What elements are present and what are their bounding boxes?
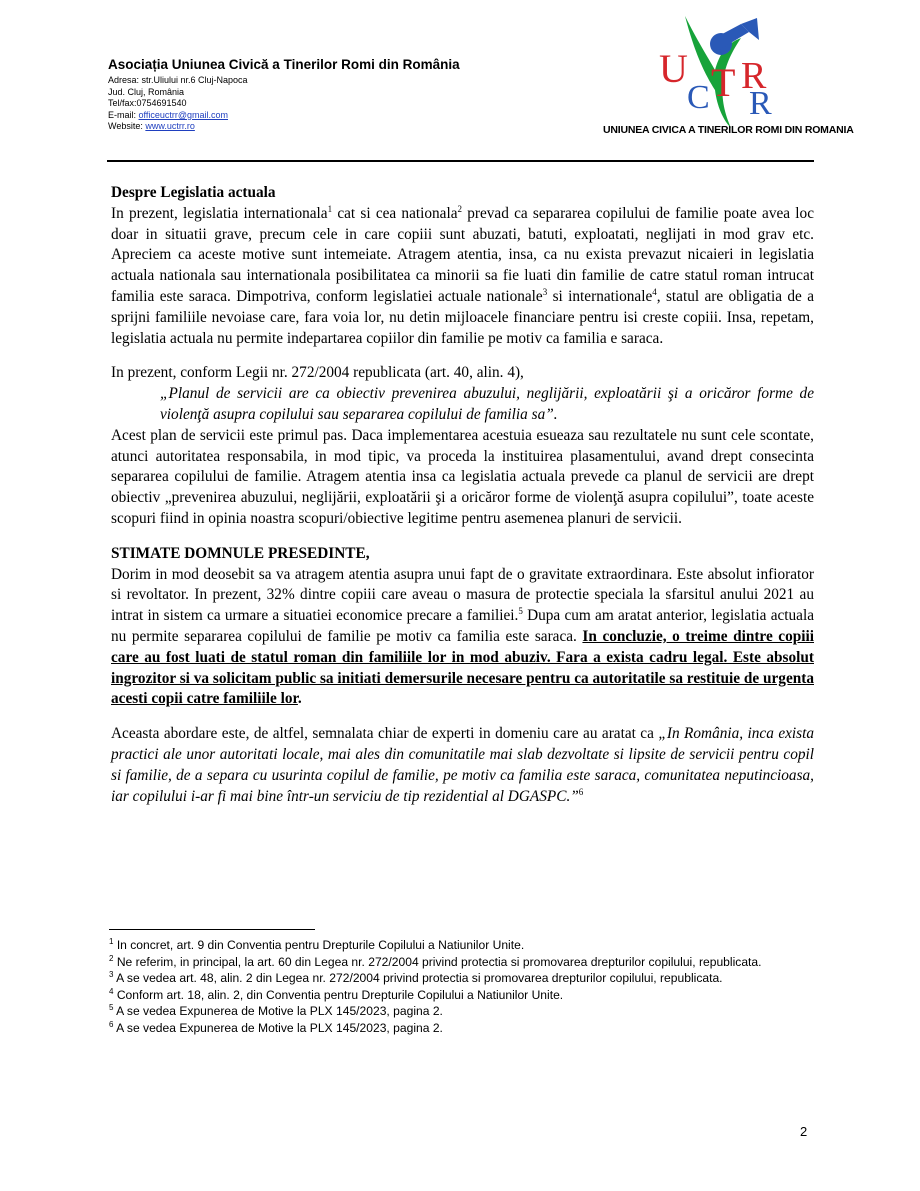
email-link[interactable]: officeuctrr@gmail.com <box>138 109 229 120</box>
logo-letter-c: C <box>687 79 710 116</box>
org-name: Asociația Uniunea Civică a Tinerilor Romi din România <box>108 57 460 72</box>
section-heading-legislation: Despre Legislatia actuala <box>111 184 276 201</box>
footnote-ref-3[interactable]: 3 <box>542 286 548 297</box>
text-run: prevad ca separarea copilului de familie poate avea loc doar in situatii grave, precum cele in care copiii sunt abuzati, batuti, exploatati, neglijati in mod grav etc. Apreciem ca aceste motive sunt intemeiate. Atragem atentia, insa, ca nu exista prevazut nicaieri in legislatia actuala nationala sau internationala posibilitatea ca minorii sa fie luati din familie de catre statul roman intrucat familia este saraca. Dimpotriva, conform legislatiei actuale nationale <box>111 204 814 305</box>
footnote <box>109 1003 814 1020</box>
footnote-ref-6[interactable]: 6 <box>578 786 584 797</box>
org-phone: Tel/fax:0754691540 <box>108 98 187 109</box>
footnote-text: Ne referim, in principal, la art. 60 din Legea nr. 272/2004 privind protectia si promovarea drepturilor copilului, republicata. <box>113 954 762 969</box>
org-address: Adresa: str.Uliului nr.6 Cluj-Napoca <box>108 75 248 85</box>
text-run: In prezent, legislatia internationala <box>111 204 328 222</box>
paragraph-service-plan: Acest plan de servicii este primul pas. Daca implementarea acestuia esueaza sau rezultatele nu sunt cele scontate, atunci autoritatea responsabila, in mod tipic, va proceda la instituirea plasamentului, avand drept consecinta separarea copilului de familie. Atragem atentia insa ca legislatia actuala prevede ca planul de servicii are drept obiectiv „prevenirea abuzului, neglijării, exploatării şi a oricăror forme de violenţă asupra copilului”, toate aceste scopuri fiind in opinia noastra scopuri/obiective legitime pentru asemenea planuri de servicii. <box>111 426 814 527</box>
section-heading-address: STIMATE DOMNULE PRESEDINTE, <box>111 544 370 562</box>
spacer <box>111 349 814 363</box>
expert-quote: „In România, inca exista practici ale unor autoritati locale, mai ales din comunitatile mai slab dezvoltate si lipsite de servicii pentru copil si familie, de a separa cu usurinta copilul de familie, pe motiv ca familia este saraca, comunitatea neputincioasa, iar copilului i-ar fi mai bine într-un serviciu de tip rezidential al DGASPC.” <box>111 725 814 805</box>
website-label: Website: <box>108 121 146 132</box>
emphasized-conclusion: In concluzie, o treime dintre copiii care au fost luati de statul roman din familiile lor in mod abuziv. Fara a exista cadru legal. Este absolut ingrozitor si va solicitam public sa initiati demersurile necesare pentru ca autoritatile sa restituie de urgenta acesti copii catre familiile lor <box>111 627 814 708</box>
website-link[interactable]: www.uctrr.ro <box>145 121 195 132</box>
footnote <box>109 937 814 954</box>
logo-caption: UNIUNEA CIVICA A TINERILOR ROMI DIN ROMANIA <box>603 124 854 136</box>
org-website-line <box>108 121 578 133</box>
org-email-line <box>108 110 578 122</box>
text-run: si internationale <box>547 287 653 305</box>
footnote-number: 6 <box>109 1019 114 1029</box>
email-label: E-mail: <box>108 109 139 120</box>
paragraph-experts <box>111 724 814 807</box>
org-county: Jud. Cluj, România <box>108 86 185 97</box>
footnote-text: A se vedea Expunerea de Motive la PLX 145/2023, pagina 2. <box>113 1004 443 1019</box>
footnote-text: A se vedea Expunerea de Motive la PLX 145/2023, pagina 2. <box>113 1020 443 1035</box>
footnote-divider <box>109 929 315 930</box>
footnote-text: Conform art. 18, alin. 2, din Conventia pentru Drepturile Copilului a Natiunilor Unite. <box>113 987 564 1002</box>
uctrr-logo <box>645 10 825 138</box>
footnotes <box>109 937 814 1037</box>
letterhead <box>108 56 578 133</box>
footnote-ref-4[interactable]: 4 <box>652 286 657 297</box>
text-run: Aceasta abordare este, de altfel, semnalata chiar de experti in domeniu care au aratat ca <box>111 725 659 743</box>
logo-letter-r2: R <box>749 85 772 122</box>
text-run: , statul are obligatia de a sprijni familiile nevoiase care, fara voia lor, nu detin mijloacele financiare pentru isi creste copiii. Insa, repetam, legislatia actuala nu permite indepartarea copiilor din familie pe motiv ca familia e saraca. <box>111 287 814 347</box>
footnote-number: 1 <box>109 936 114 946</box>
law-quote: „Planul de servicii are ca obiectiv prevenirea abuzului, neglijării, exploatării şi a oricăror forme de violenţă asupra copilului sau separarea copilului de familia sa”. <box>160 385 814 423</box>
page-number: 2 <box>800 1124 808 1139</box>
spacer <box>111 530 814 544</box>
spacer <box>111 710 814 724</box>
footnote-text: A se vedea art. 48, alin. 2 din Legea nr. 272/2004 privind protectia si promovarea drepturilor copilului, republicata. <box>113 971 723 986</box>
footnote <box>109 954 814 971</box>
text-run: cat si cea nationala <box>332 204 458 222</box>
footnote <box>109 1020 814 1037</box>
footnote-ref-2[interactable]: 2 <box>457 203 462 214</box>
text-run: Dorim in mod deosebit sa va atragem atentia asupra unui fapt de o gravitate extraordinara. Este absolut infiorator si revoltator. In prezent, 32% dintre copiii care aveau o masura de protectie speciala la sfarsitul anului 2021 au intrat in sistem ca urmare a situatiei economice precare a familiei. <box>111 565 814 625</box>
logo-letter-u: U <box>659 46 688 91</box>
header-divider <box>107 160 814 162</box>
footnote <box>109 970 814 987</box>
footnote-ref-5[interactable]: 5 <box>518 606 523 617</box>
document-body <box>111 183 814 807</box>
paragraph-law-reference: In prezent, conform Legii nr. 272/2004 republicata (art. 40, alin. 4), <box>111 364 524 382</box>
footnote-text: In concret, art. 9 din Conventia pentru Drepturile Copilului a Natiunilor Unite. <box>113 938 525 952</box>
footnote-number: 2 <box>109 953 114 963</box>
logo-letter-t: T <box>711 60 736 105</box>
logo-letter-r1: R <box>741 55 767 97</box>
paragraph-legislation <box>111 204 814 350</box>
footnote <box>109 987 814 1004</box>
footnote-number: 4 <box>109 986 114 996</box>
paragraph-appeal <box>111 565 814 711</box>
footnote-ref-1[interactable]: 1 <box>327 203 333 214</box>
footnote-number: 5 <box>109 1003 114 1013</box>
text-run: . <box>297 690 302 708</box>
text-run: Dupa cum am aratat anterior, legislatia actuala nu permite separarea copilului de familie pe motiv ca familia este saraca. <box>111 607 814 645</box>
footnote-number: 3 <box>109 970 114 980</box>
